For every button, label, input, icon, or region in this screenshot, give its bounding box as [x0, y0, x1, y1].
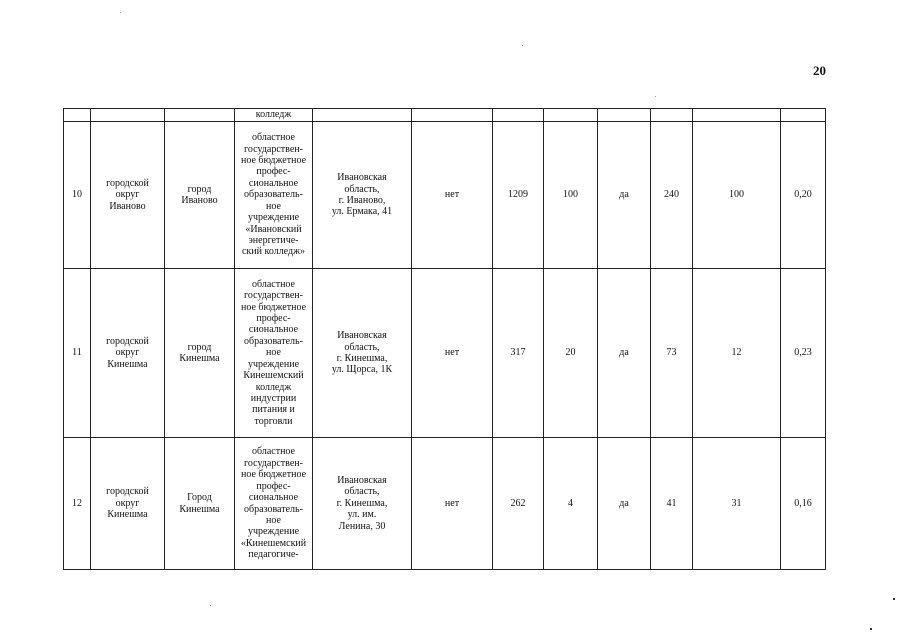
data-table: [63, 108, 826, 570]
institution-cell-line: «Кинешемский: [240, 537, 307, 549]
institution-cell-line: питания и: [252, 404, 295, 416]
settlement-cell: [165, 269, 235, 438]
institution-cell-line: ное: [266, 347, 281, 359]
institution-cell-line: профес-: [256, 480, 291, 492]
address-cell-line: Ивановская: [337, 474, 387, 486]
district-cell-line: Иваново: [109, 200, 146, 212]
institution-cell-line: государствен-: [244, 290, 303, 302]
col11-cell: 31: [693, 438, 781, 570]
institution-cell-line: ное бюджетное: [240, 155, 307, 167]
col9-cell: да: [598, 438, 651, 570]
institution-cell-line: ное: [266, 200, 281, 212]
institution-cell-line: образователь-: [244, 189, 303, 201]
institution-cell-line: торговли: [254, 415, 293, 427]
cell: [412, 109, 493, 122]
cell: [313, 109, 412, 122]
institution-cell-line: индустрии: [250, 392, 297, 404]
scan-dot: [522, 45, 523, 46]
col9-cell: да: [598, 269, 651, 438]
institution-cell-line: ное: [266, 514, 281, 526]
district-cell-line: округ: [115, 189, 140, 201]
district-cell-line: городской: [106, 335, 149, 347]
institution-cell-line: учреждение: [247, 358, 300, 370]
institution-cell-line: ное бюджетное: [240, 301, 307, 313]
scan-dot: [893, 598, 895, 600]
institution-cell-line: ное бюджетное: [240, 469, 307, 481]
col11-cell: 100: [693, 122, 781, 269]
cell: [544, 109, 598, 122]
table-row: [64, 122, 826, 269]
address-cell-line: Ленина, 30: [338, 520, 386, 532]
institution-cell-line: учреждение: [247, 526, 300, 538]
institution-cell-line: профес-: [256, 313, 291, 325]
col10-cell: 41: [651, 438, 693, 570]
district-cell-line: городской: [106, 486, 149, 498]
institution-cell: [235, 269, 313, 438]
address-cell: [313, 122, 412, 269]
scan-dot: [210, 605, 211, 606]
address-cell-line: г. Кинешма,: [336, 353, 388, 364]
col12-cell: 0,16: [781, 438, 826, 570]
institution-cell-line: учреждение: [247, 212, 300, 224]
institution-cell-line: Кинешемский: [243, 370, 304, 382]
institution-cell-line: областное: [252, 446, 295, 458]
district-cell: [91, 122, 165, 269]
scan-dot: [655, 96, 656, 97]
col7-cell: 262: [493, 438, 544, 570]
settlement-cell-line: город: [187, 183, 212, 195]
institution-cell-line: сиональное: [248, 177, 299, 189]
col6-cell: нет: [412, 269, 493, 438]
address-cell: [313, 438, 412, 570]
cell: [781, 109, 826, 122]
district-cell-line: городской: [106, 177, 149, 189]
institution-cell-line: «Ивановский: [245, 223, 302, 235]
table-row: [64, 269, 826, 438]
institution-cell-line: сиональное: [248, 324, 299, 336]
col7-cell: 1209: [493, 122, 544, 269]
cell: [165, 109, 235, 122]
address-cell-line: ул. Щорса, 1К: [331, 364, 393, 376]
page-number: 20: [813, 63, 826, 78]
district-cell: [91, 269, 165, 438]
col12-cell: 0,20: [781, 122, 826, 269]
col7-cell: 317: [493, 269, 544, 438]
cell: [64, 109, 91, 122]
institution-cell-line: государствен-: [244, 143, 303, 155]
institution-cell-line: областное: [252, 278, 295, 290]
col11-cell: 12: [693, 269, 781, 438]
district-cell-line: Кинешма: [107, 358, 148, 370]
cell: [693, 109, 781, 122]
cell: [651, 109, 693, 122]
settlement-cell-line: город: [187, 341, 212, 353]
col8-cell: 20: [544, 269, 598, 438]
col9-cell: да: [598, 122, 651, 269]
address-cell-line: г. Кинешма,: [336, 497, 388, 509]
scan-dot: [870, 628, 872, 630]
col6-cell: нет: [412, 438, 493, 570]
institution-cell-line: профес-: [256, 166, 291, 178]
continuation-row: [64, 109, 826, 122]
col8-cell: 100: [544, 122, 598, 269]
institution-cell-line: сиональное: [248, 492, 299, 504]
continuation-cell: колледж: [235, 109, 313, 122]
settlement-cell: [165, 122, 235, 269]
institution-cell-line: образователь-: [244, 503, 303, 515]
institution-cell: [235, 438, 313, 570]
address-cell-line: Ивановская: [337, 330, 387, 342]
address-cell-line: ул. им.: [347, 509, 377, 521]
cell: [493, 109, 544, 122]
address-cell: [313, 269, 412, 438]
institution-cell-line: государствен-: [244, 457, 303, 469]
col10-cell: 73: [651, 269, 693, 438]
row-number: 11: [64, 269, 91, 438]
settlement-cell: [165, 438, 235, 570]
address-cell-line: область,: [344, 183, 380, 195]
address-cell-line: Ивановская: [337, 172, 387, 184]
col8-cell: 4: [544, 438, 598, 570]
cell: [598, 109, 651, 122]
address-cell-line: г. Иваново,: [338, 195, 386, 206]
table-row: [64, 438, 826, 570]
settlement-cell-line: Иваново: [181, 195, 218, 206]
address-cell-line: область,: [344, 341, 380, 353]
institution-cell-line: колледж: [255, 381, 292, 393]
address-cell-line: ул. Ермака, 41: [331, 206, 393, 218]
institution-cell-line: образователь-: [244, 335, 303, 347]
row-number: 10: [64, 122, 91, 269]
col10-cell: 240: [651, 122, 693, 269]
institution-cell-line: областное: [252, 132, 295, 144]
institution-cell: [235, 122, 313, 269]
address-cell-line: область,: [344, 486, 380, 498]
settlement-cell-line: Город: [187, 492, 212, 504]
scan-dot: [120, 12, 121, 13]
district-cell-line: округ: [115, 347, 140, 359]
row-number: 12: [64, 438, 91, 570]
col12-cell: 0,23: [781, 269, 826, 438]
settlement-cell-line: Кинешма: [179, 503, 220, 515]
cell: [91, 109, 165, 122]
district-cell-line: округ: [115, 497, 140, 509]
settlement-cell-line: Кинешма: [179, 353, 220, 364]
district-cell: [91, 438, 165, 570]
institution-cell-line: энергетиче-: [248, 234, 299, 246]
district-cell-line: Кинешма: [107, 509, 148, 521]
col6-cell: нет: [412, 122, 493, 269]
institution-cell-line: педагогиче-: [248, 549, 299, 561]
institution-cell-line: ский колледж»: [241, 246, 305, 258]
